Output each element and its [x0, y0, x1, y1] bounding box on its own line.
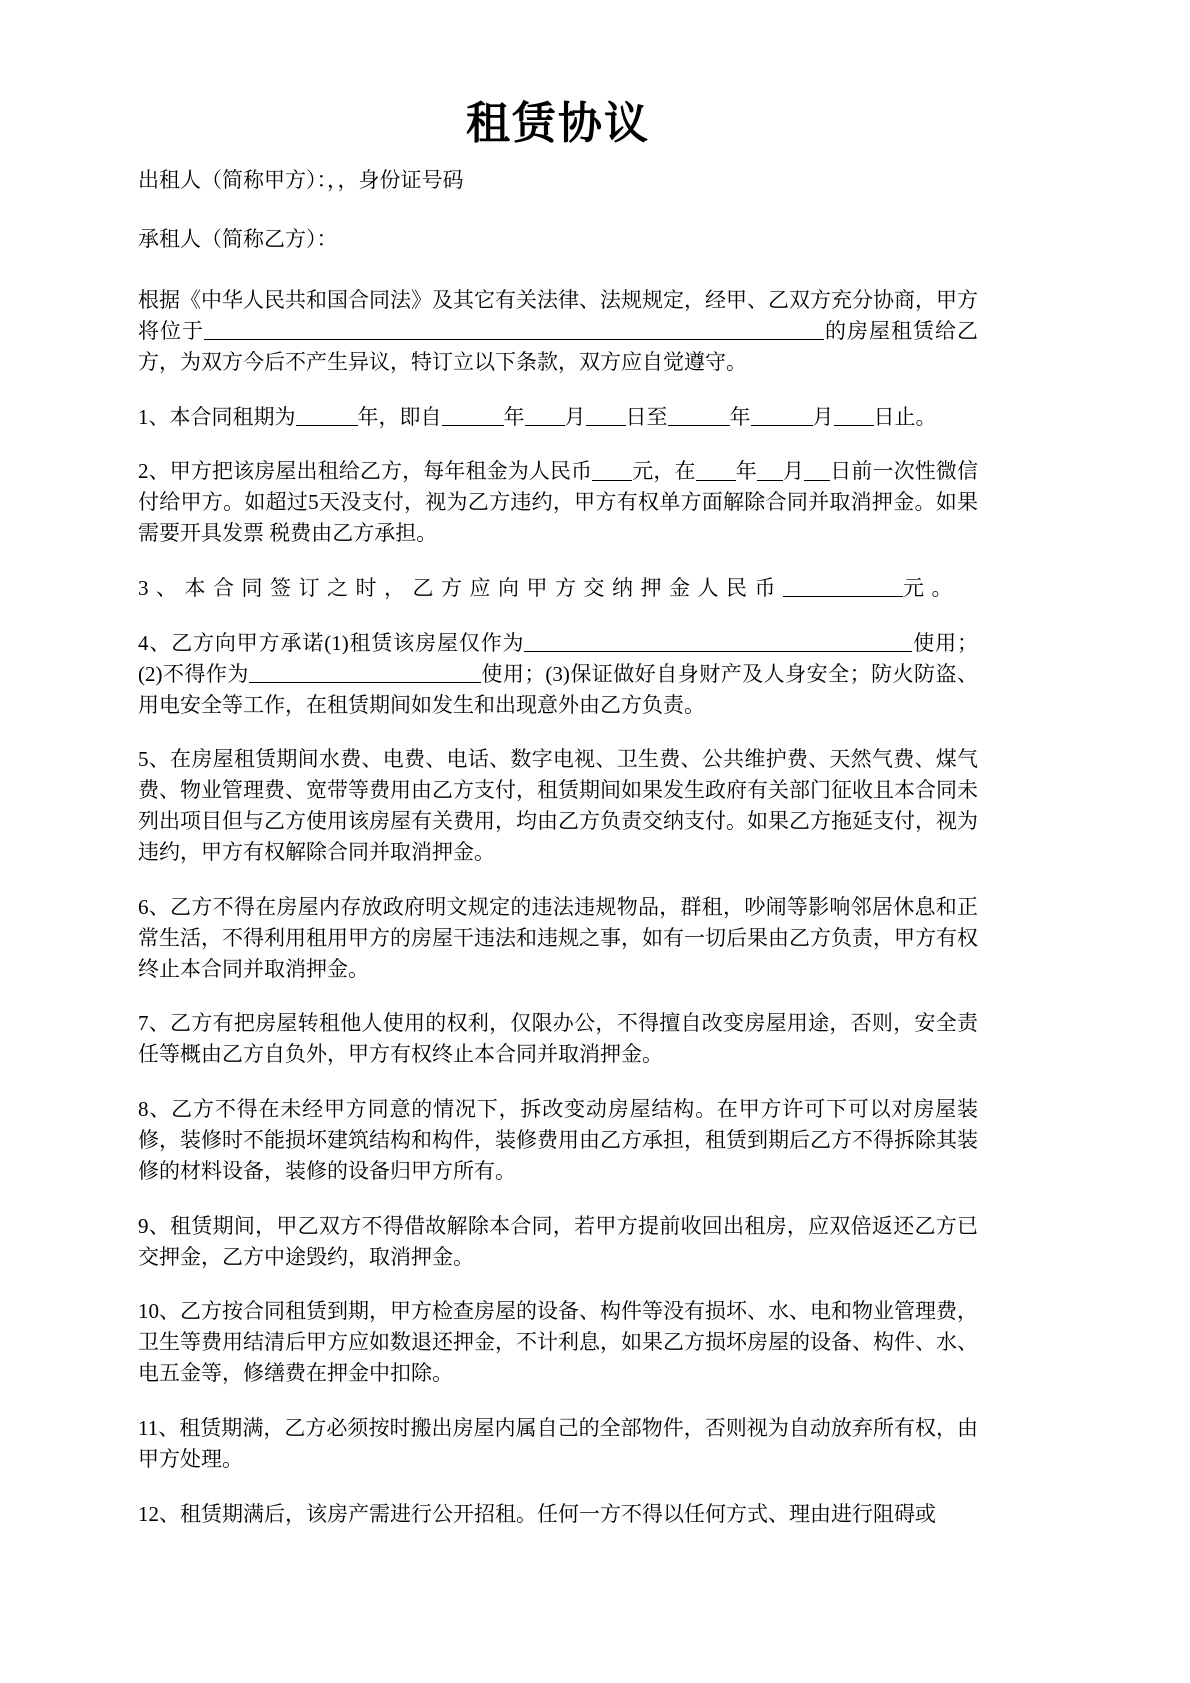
payment-month-blank[interactable]	[757, 460, 783, 481]
clause-7-text: 乙方有把房屋转租他人使用的权利，仅限办公，不得擅自改变房屋用途，否则，安全责任等概由乙方自负外，甲方有权终止本合同并取消押金。	[138, 1011, 979, 1067]
deposit-amount-blank[interactable]	[783, 576, 903, 597]
clause-9-number: 9、	[138, 1213, 171, 1238]
intro-text-part2: 的房屋租赁给乙方，为双方今后不产生异议，特订立以下条款，双方应自觉遵守。	[138, 318, 978, 374]
clause-2-number: 2、	[138, 459, 170, 484]
clause-6	[138, 868, 978, 985]
clause-2-seg2: 年	[735, 459, 757, 484]
page-title: 租赁协议	[466, 99, 650, 148]
clause-6-text: 乙方不得在房屋内存放政府明文规定的违法违规物品，群租，吵闹等影响邻居休息和正常生活，不得利用租用甲方的房屋干违法和违规之事，如有一切后果由乙方负责，甲方有权终止本合同并取消押金。	[138, 894, 979, 981]
lease-years-blank[interactable]	[296, 405, 358, 426]
clause-5	[138, 720, 978, 867]
clause-7-number: 7、	[138, 1011, 171, 1036]
payment-day-blank[interactable]	[804, 460, 830, 481]
property-address-blank[interactable]	[204, 319, 824, 340]
clause-4-number: 4、	[138, 630, 172, 655]
clause-9-text: 租赁期间，甲乙双方不得借故解除本合同，若甲方提前收回出租房，应双倍返还乙方已交押金，乙方中途毁约，取消押金。	[138, 1213, 979, 1269]
clause-3-number: 3、	[138, 576, 185, 601]
clause-10	[138, 1272, 978, 1389]
clause-8-text: 乙方不得在未经甲方同意的情况下，拆改变动房屋结构。在甲方许可下可以对房屋装修，装修时不能损坏建筑结构和构件，装修费用由乙方承担，租赁到期后乙方不得拆除其装修的材料设备，装修的设备归甲方所有。	[138, 1097, 979, 1183]
end-year-blank[interactable]	[668, 405, 730, 426]
clause-11-text: 租赁期满，乙方必须按时搬出房屋内属自己的全部物件，否则视为自动放弃所有权，由甲方处理。	[138, 1416, 978, 1471]
clause-2-seg1: 元，在	[632, 459, 696, 484]
clause-6-number: 6、	[138, 894, 171, 919]
clause-9	[138, 1187, 978, 1273]
clause-1-seg0: 本合同租期为	[169, 404, 296, 429]
clause-2-seg0: 甲方把该房屋出租给乙方，每年租金为人民币	[169, 459, 593, 484]
clause-1-seg1: 年，即自	[357, 404, 442, 429]
clause-1-seg3: 月	[564, 404, 586, 429]
clause-1-seg5: 年	[729, 404, 751, 429]
clause-5-text: 在房屋租赁期间水费、电费、电话、数字电视、卫生费、公共维护费、天然气费、煤气费、物业管理费、宽带等费用由乙方支付，租赁期间如果发生政府有关部门征收且本合同未列出项目但与乙方使用该房屋有关费用，均由乙方负责交纳支付。如果乙方拖延支付，视为违约，甲方有权解除合同并取消押金。	[138, 747, 979, 865]
start-day-blank[interactable]	[586, 405, 626, 426]
clause-8	[138, 1070, 978, 1187]
permitted-use-blank[interactable]	[524, 631, 912, 652]
clause-4-seg0: 乙方向甲方承诺(1)租赁该房屋仅作为	[171, 630, 525, 655]
intro-paragraph	[138, 255, 978, 378]
start-month-blank[interactable]	[525, 405, 565, 426]
start-year-blank[interactable]	[442, 405, 504, 426]
end-month-blank[interactable]	[751, 405, 813, 426]
prohibited-use-blank[interactable]	[249, 662, 481, 683]
clause-12	[138, 1475, 978, 1530]
clause-5-number: 5、	[138, 747, 171, 772]
clause-2-seg4: 日前一次性微信付给甲方。如超过5天没支付，视为乙方违约，甲方有权单方面解除合同并取消押金。如果需要开具发票 税费由乙方承担。	[138, 459, 979, 546]
clause-11	[138, 1389, 978, 1475]
clause-12-number: 12、	[138, 1501, 180, 1526]
clause-1-seg2: 年	[503, 404, 525, 429]
clause-3-seg1: 元。	[903, 576, 960, 601]
clause-1-number: 1、	[138, 404, 170, 429]
payment-year-blank[interactable]	[696, 460, 736, 481]
clause-2-seg3: 月	[782, 459, 805, 484]
document-content	[138, 0, 978, 1530]
clause-10-number: 10、	[138, 1299, 180, 1324]
end-day-blank[interactable]	[834, 405, 874, 426]
clause-3	[138, 549, 978, 604]
clause-1-seg6: 月	[812, 404, 834, 429]
clause-4	[138, 604, 978, 721]
tenant-line: 承租人（简称乙方）：	[138, 226, 338, 251]
clause-1	[138, 378, 978, 433]
intro-text-part1: 根据《中华人民共和国合同法》及其它有关法律、法规规定，经甲、乙双方充分协商，甲方将位于	[138, 288, 978, 343]
clause-4-seg2: 使用；(3)保证做好自身财产及人身安全；防火防盗、用电安全等工作，在租赁期间如发生和出现意外由乙方负责。	[138, 661, 978, 717]
clause-11-number: 11、	[138, 1416, 180, 1441]
clause-8-number: 8、	[138, 1097, 172, 1122]
clause-1-seg7: 日止。	[873, 404, 937, 429]
clause-4-seg1: 使用；(2)不得作为	[138, 630, 978, 686]
clause-2	[138, 432, 978, 549]
landlord-line: 出租人（简称甲方）：，，身份证号码	[138, 168, 464, 192]
clause-10-text: 乙方按合同租赁到期，甲方检查房屋的设备、构件等没有损坏、水、电和物业管理费，卫生等费用结清后甲方应如数退还押金，不计利息，如果乙方损坏房屋的设备、构件、水、电五金等，修缮费在押金中扣除。	[138, 1299, 978, 1386]
clause-12-text: 租赁期满后，该房产需进行公开招租。任何一方不得以任何方式、理由进行阻碍或	[180, 1501, 936, 1526]
clause-7	[138, 984, 978, 1070]
annual-rent-blank[interactable]	[592, 460, 632, 481]
clause-1-seg4: 日至	[625, 404, 668, 429]
clause-3-seg0: 本合同签订之时，乙方应向甲方交纳押金人民币	[184, 576, 783, 601]
